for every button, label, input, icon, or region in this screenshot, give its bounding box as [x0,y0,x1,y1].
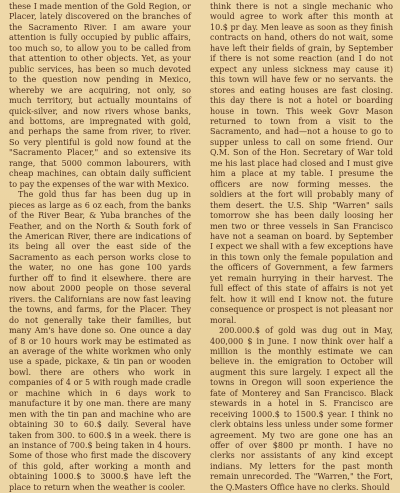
right-paragraph-1: think there is not a single mechanic who would agree to work after this month at 10.$ pr day. Men leave as soon as they finish contracts on hand, others do not wait, some have left their fields of grain, by September if there is not some reaction (and I do not expect any unless sickness may cause it) this town will have few or no servants. the stores and eating houses are fast closing. this day there is not a hotel or boarding house in town. This week Govr Mason returned to town from a visit to the Sacramento, and had—not a house to go to supper unless to call on some friend. Our Q.M. Son of the Hon. Secretary of War told me his last place had closed and I must give him a place at my table. I presume the officers are now forming messes. the soldiers at the fort will probably many of them desert. the U.S. Ship "Warren" sails tomorrow she has been daily loosing her men two or three vessels in San Francisco have not a seaman on board. by September I expect we shall with a few exceptions have in this town only the female population and the officers of Government, a few farmers yet remain hurrying in their harvest. The full effect of this state of affairs is not yet felt. how it will end I know not. the future consequence or prospect is not pleasant nor moral. [210,2,393,325]
right-paragraph-2: 200.000.$ of gold was dug out in May, 400,000 $ in June. I now think over half a million is the monthly estimate we can believe in. the emigration to October will augment this sure largely. I expect all the towns in Oregon will soon experience the fate of Monterey and San Francisco. Black stewards in a hotel in S. Francisco are receiving 1000.$ to 1500.$ year. I think no clerk obtains less unless under some former agreement. My two are gone one has an offer of over $800 pr month. I have no clerks nor assistants of any kind except indians. My letters for the past month remain unrecorded. The "Warren," the Fort, the Q.Masters Office have no clerks. Should [210,326,393,492]
left-paragraph-1: these I made mention of the Gold Region, or Placer, lately discovered on the branches of the Sacramento River. I am aware your attention is fully occupied by public affairs, too much so, to allow you to be called from that attention to other objects. Yet, as your public services, has been so much devoted to the question now pending in Mexico, whereby we are acquiring, not only, so much territory, but actually mountains of quick-silver, and now rivers whose banks, and bottoms, are impregnated with gold, and perhaps the same from river, to river. So very plentiful is gold now found at the "Sacramento Placer," and so extensive its range, that 5000 common labourers, with cheap machines, can obtain daily sufficient to pay the expenses of the war with Mexico. [9,2,191,189]
left-text-column [9,2,191,492]
left-paragraph-2: The gold thus far has been dug up in pieces as large as 6 oz each, from the banks of the River Bear, & Yuba branches of the Feather, and on the North & South fork of the American River, there are indications of its being all over the east side of the Sacramento as each person works close to the water, no one has gone 100 yards further off to find it elsewhere. there are now about 2000 people on those several rivers. the Californians are now fast leaving the towns, and farms, for the Placer. They do not generally take their families, but many Am's have done so. One ounce a day of 8 or 10 hours work may be estimated as an average of the white workmen who only use a spade, pickaxe, & tin pan or wooden bowl. there are others who work in companies of 4 or 5 with rough made cradle or machine which in 6 days work to manufacture it by one man. there are many men with the tin pan and machine who are obtaining 30 to 60.$ daily. Several have taken from 300. to 600.$ in a week. there is an instance of 700.$ being taken in 4 hours. Some of those who first made the discovery of this gold, after working a month and obtaining 1000.$ to 3000.$ have left the place to return when the weather is cooler. [9,190,191,492]
right-text-column [210,2,393,492]
